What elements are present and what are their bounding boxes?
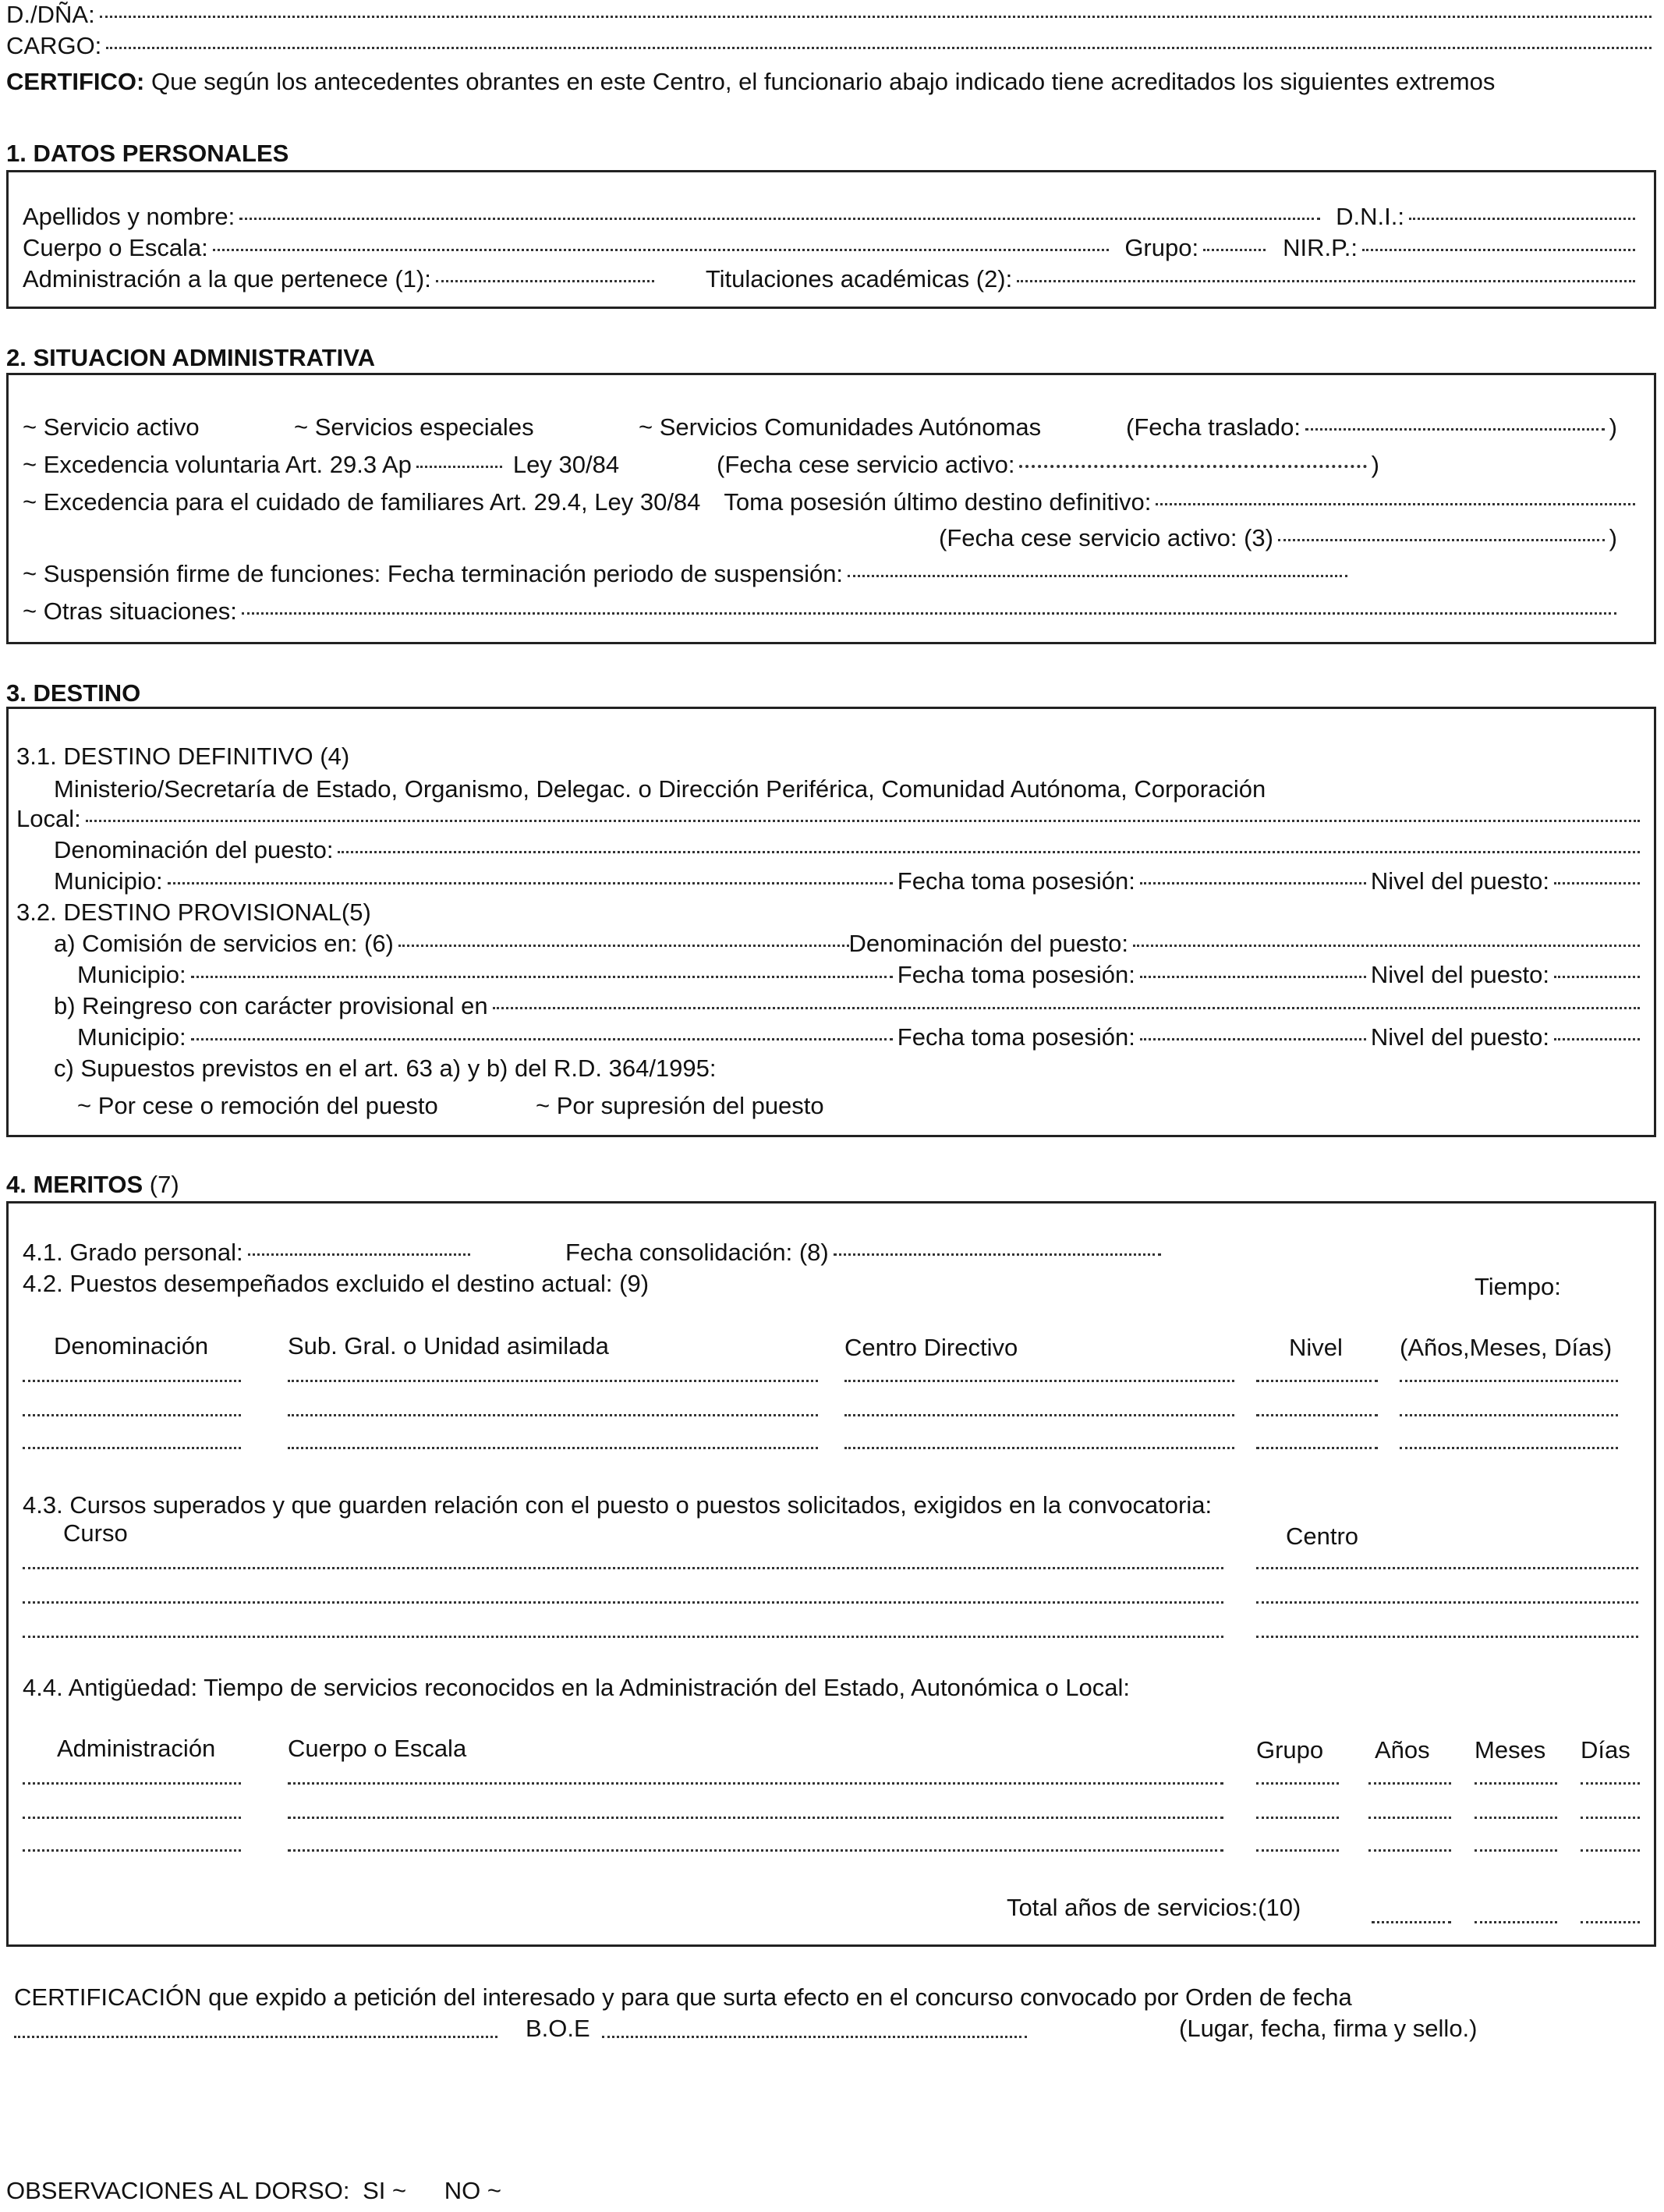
nivel-line[interactable]	[1554, 882, 1640, 884]
suspension-option[interactable]	[23, 559, 1352, 590]
excedencia-voluntaria-option[interactable]	[23, 450, 620, 480]
fecha-cese-3-label: (Fecha cese servicio activo: (3)	[939, 524, 1273, 551]
ministerio-line	[54, 775, 1646, 805]
toma-posesion-label: Toma posesión último destino definitivo:	[724, 488, 1152, 516]
dni-label: D.N.I.:	[1336, 203, 1404, 230]
ministerio-label: Ministerio/Secretaría de Estado, Organismo, Delegac. o Dirección Periférica, Comunidad Autónoma, Corporación	[54, 775, 1266, 803]
nrp-label: NIR.P.:	[1283, 234, 1358, 261]
cell-line[interactable]	[1256, 1782, 1339, 1785]
section-4-title: 4. MERITOS	[6, 1171, 143, 1198]
municipio-line[interactable]	[191, 1038, 893, 1040]
fecha-cese-label: (Fecha cese servicio activo:	[717, 451, 1015, 478]
paren-close: )	[1609, 524, 1617, 551]
section-1-box	[6, 170, 1656, 309]
cell-line[interactable]	[1368, 1817, 1451, 1819]
option-servicio-activo[interactable]: ~ Servicio activo	[23, 413, 200, 441]
fecha-cese-3-line[interactable]	[1278, 539, 1605, 541]
local-line[interactable]	[86, 820, 1640, 822]
fecha-toma-label: Fecha toma posesión:	[897, 961, 1135, 988]
comision-row	[54, 929, 1645, 959]
cell-line[interactable]	[1368, 1782, 1451, 1785]
col-anos: Años	[1375, 1736, 1430, 1764]
fecha-traslado-field[interactable]	[1126, 413, 1617, 443]
nivel-label: Nivel del puesto:	[1370, 867, 1549, 895]
fecha-consolidacion-field[interactable]	[565, 1238, 1166, 1268]
denominacion-b-label: Denominación del puesto:	[848, 930, 1128, 957]
cell-line[interactable]	[288, 1447, 818, 1449]
administracion-line[interactable]	[436, 280, 654, 282]
municipio-label: Municipio:	[77, 1023, 186, 1051]
cell-line[interactable]	[844, 1414, 1234, 1416]
cell-line[interactable]	[288, 1414, 818, 1416]
grado-label: 4.1. Grado personal:	[23, 1239, 243, 1266]
boe-line[interactable]	[602, 2036, 1027, 2038]
cell-line[interactable]	[23, 1849, 241, 1852]
cell-line[interactable]	[1581, 1782, 1640, 1785]
option-servicios-especiales[interactable]: ~ Servicios especiales	[294, 413, 534, 441]
section-1-title: 1. DATOS PERSONALES	[6, 140, 289, 167]
cell-line[interactable]	[1400, 1380, 1618, 1382]
col-centro: Centro	[1286, 1523, 1359, 1550]
boe-label: B.O.E	[526, 2015, 590, 2042]
denominacion-label: Denominación del puesto:	[54, 836, 334, 863]
nivel-line[interactable]	[1554, 1038, 1640, 1040]
cell-line[interactable]	[23, 1601, 1223, 1604]
cell-line[interactable]	[1400, 1447, 1618, 1449]
observaciones-row	[6, 2176, 501, 2207]
cell-line[interactable]	[1475, 1782, 1557, 1785]
cell-line[interactable]	[1256, 1380, 1378, 1382]
municipio-label: Municipio:	[77, 961, 186, 988]
local-field[interactable]	[16, 804, 1645, 835]
fecha-toma-label: Fecha toma posesión:	[897, 867, 1135, 895]
cell-line[interactable]	[23, 1817, 241, 1819]
cell-line[interactable]	[1256, 1567, 1638, 1569]
section-4-note: (7)	[149, 1171, 179, 1198]
cell-line[interactable]	[1256, 1817, 1339, 1819]
cuerpo-line[interactable]	[213, 249, 1110, 251]
grupo-line[interactable]	[1203, 249, 1266, 251]
comision-label: a) Comisión de servicios en: (6)	[54, 930, 394, 957]
cuerpo-row	[23, 233, 1640, 264]
col-meses: Meses	[1475, 1736, 1546, 1764]
situacion-row-6	[23, 597, 1640, 628]
grupo-label: Grupo:	[1124, 234, 1199, 261]
certifico-label: CERTIFICO:	[6, 68, 145, 95]
observaciones-label: OBSERVACIONES AL DORSO:	[6, 2177, 350, 2204]
nrp-line[interactable]	[1362, 249, 1635, 251]
grado-field[interactable]	[23, 1238, 475, 1268]
col-administracion: Administración	[57, 1735, 216, 1762]
destino-definitivo-heading: 3.1. DESTINO DEFINITIVO (4)	[16, 743, 350, 770]
fecha-traslado-line[interactable]	[1305, 428, 1605, 431]
col-cuerpo-escala: Cuerpo o Escala	[288, 1735, 467, 1762]
situacion-row-1	[23, 413, 1640, 444]
otras-situaciones-option[interactable]	[23, 597, 1621, 627]
section-3-title: 3. DESTINO	[6, 679, 141, 707]
titulaciones-line[interactable]	[1017, 280, 1635, 282]
observaciones-no-option[interactable]: NO ~	[444, 2177, 501, 2204]
municipio-line[interactable]	[191, 976, 893, 978]
excedencia-ap-line[interactable]	[416, 466, 502, 468]
cell-line[interactable]	[1256, 1636, 1638, 1638]
option-por-cese[interactable]: ~ Por cese o remoción del puesto	[77, 1092, 438, 1119]
option-por-supresion[interactable]: ~ Por supresión del puesto	[536, 1092, 824, 1119]
cell-line[interactable]	[1475, 1817, 1557, 1819]
cargo-field[interactable]	[6, 31, 1656, 62]
certificacion-text: CERTIFICACIÓN que expido a petición del interesado y para que surta efecto en el concurso convocado por Orden de fecha	[14, 1983, 1352, 2011]
fecha-traslado-label: (Fecha traslado:	[1126, 413, 1301, 441]
grado-line[interactable]	[248, 1253, 470, 1256]
total-anos-label: Total años de servicios:(10)	[1007, 1894, 1301, 1921]
cell-line[interactable]	[1256, 1849, 1339, 1852]
option-servicios-ccaa[interactable]: ~ Servicios Comunidades Autónomas	[639, 413, 1042, 441]
dona-field[interactable]	[6, 0, 1656, 30]
cell-line[interactable]	[1400, 1414, 1618, 1416]
cell-line[interactable]	[23, 1380, 241, 1382]
comision-line[interactable]	[398, 945, 849, 947]
reingreso-field[interactable]	[54, 991, 1645, 1022]
cell-line[interactable]	[23, 1636, 1223, 1638]
cell-line[interactable]	[1256, 1447, 1378, 1449]
section-4-title-wrap	[6, 1170, 179, 1200]
total-meses-line[interactable]	[1475, 1921, 1557, 1923]
nivel-line[interactable]	[1554, 976, 1640, 978]
suspension-label: ~ Suspensión firme de funciones: Fecha terminación periodo de suspensión:	[23, 560, 844, 587]
cell-line[interactable]	[23, 1782, 241, 1785]
paren-close: )	[1371, 451, 1379, 478]
orden-fecha-line[interactable]	[14, 2036, 497, 2038]
suspension-line[interactable]	[848, 575, 1347, 577]
col-grupo: Grupo	[1256, 1736, 1324, 1764]
toma-posesion-line[interactable]	[1156, 503, 1635, 505]
col-curso: Curso	[63, 1519, 128, 1547]
ley-label: Ley 30/84	[512, 451, 620, 478]
cell-line[interactable]	[288, 1849, 1223, 1852]
municipio-row-a	[77, 960, 1645, 991]
nivel-label: Nivel del puesto:	[1370, 961, 1549, 988]
denominacion-field[interactable]	[54, 835, 1645, 866]
destino-provisional-heading: 3.2. DESTINO PROVISIONAL(5)	[16, 899, 371, 926]
fecha-consolidacion-line[interactable]	[834, 1253, 1161, 1256]
local-label: Local:	[16, 805, 81, 832]
section-2-title: 2. SITUACION ADMINISTRATIVA	[6, 344, 376, 371]
situacion-row-2	[23, 450, 1640, 481]
cell-line[interactable]	[288, 1782, 1223, 1785]
puestos-heading: 4.2. Puestos desempeñados excluido el destino actual: (9)	[23, 1270, 650, 1297]
fecha-cese-line[interactable]	[1019, 465, 1366, 468]
cell-line[interactable]	[844, 1380, 1234, 1382]
total-dias-line[interactable]	[1581, 1921, 1640, 1923]
denominacion-line[interactable]	[338, 851, 1640, 853]
section-4-box	[6, 1201, 1656, 1947]
cell-line[interactable]	[23, 1567, 1223, 1569]
fecha-consolidacion-label: Fecha consolidación: (8)	[565, 1239, 829, 1266]
cell-line[interactable]	[288, 1817, 1223, 1819]
cell-line[interactable]	[23, 1414, 241, 1416]
apellidos-row	[23, 202, 1640, 232]
apellidos-line[interactable]	[239, 218, 1320, 220]
fecha-toma-line[interactable]	[1140, 1038, 1366, 1040]
total-anos-line[interactable]	[1372, 1921, 1451, 1923]
cell-line[interactable]	[1256, 1414, 1378, 1416]
apellidos-label: Apellidos y nombre:	[23, 203, 235, 230]
col-nivel: Nivel	[1289, 1334, 1343, 1361]
paren-close: )	[1609, 413, 1617, 441]
dona-label: D./DÑA:	[6, 1, 95, 28]
situacion-row-4	[23, 523, 1640, 555]
fecha-cese-3-field[interactable]	[939, 523, 1617, 554]
fecha-toma-line[interactable]	[1140, 976, 1366, 978]
cursos-heading: 4.3. Cursos superados y que guarden relación con el puesto o puestos solicitados, exigidos en la convocatoria:	[23, 1491, 1213, 1519]
excedencia-familiares-option[interactable]: ~ Excedencia para el cuidado de familiares Art. 29.4, Ley 30/84	[23, 488, 701, 516]
col-centro-directivo: Centro Directivo	[844, 1334, 1018, 1361]
cargo-label: CARGO:	[6, 32, 102, 59]
cell-line[interactable]	[1368, 1849, 1451, 1852]
section-3-box	[6, 707, 1656, 1137]
cell-line[interactable]	[1581, 1849, 1640, 1852]
col-denominacion: Denominación	[54, 1332, 209, 1359]
certifico-text: Que según los antecedentes obrantes en este Centro, el funcionario abajo indicado tiene acreditados los siguientes extremos	[151, 68, 1496, 95]
certificacion-line	[14, 1983, 1656, 2013]
municipio-row-b	[77, 1023, 1645, 1053]
cell-line[interactable]	[844, 1447, 1234, 1449]
lugar-fecha-firma-label: (Lugar, fecha, firma y sello.)	[1179, 2015, 1478, 2042]
col-anos-meses-dias: (Años,Meses, Días)	[1400, 1334, 1613, 1361]
col-dias: Días	[1581, 1736, 1630, 1764]
cell-line[interactable]	[1475, 1849, 1557, 1852]
reingreso-label: b) Reingreso con carácter provisional en	[54, 992, 488, 1019]
cargo-line[interactable]	[106, 47, 1652, 49]
col-subgral: Sub. Gral. o Unidad asimilada	[288, 1332, 609, 1359]
observaciones-si-option[interactable]: SI ~	[363, 2177, 407, 2204]
situacion-row-5	[23, 559, 1640, 590]
tiempo-label: Tiempo:	[1475, 1273, 1561, 1300]
reingreso-line[interactable]	[493, 1007, 1640, 1009]
fecha-toma-line[interactable]	[1140, 882, 1366, 884]
denominacion-b-line[interactable]	[1133, 945, 1640, 947]
otras-situaciones-label: ~ Otras situaciones:	[23, 597, 237, 625]
titulaciones-label: Titulaciones académicas (2):	[705, 265, 1013, 292]
municipio-row-31	[54, 867, 1645, 897]
section-2-box	[6, 373, 1656, 644]
cuerpo-label: Cuerpo o Escala:	[23, 234, 208, 261]
fecha-cese-field[interactable]	[717, 450, 1379, 480]
supuestos-label: c) Supuestos previstos en el art. 63 a) y b) del R.D. 364/1995:	[54, 1055, 717, 1082]
administracion-row	[23, 264, 1640, 295]
certifico-statement	[6, 67, 1495, 97]
dona-line[interactable]	[100, 16, 1652, 18]
administracion-label: Administración a la que pertenece (1):	[23, 265, 431, 292]
municipio-line[interactable]	[168, 882, 893, 884]
situacion-row-3	[23, 487, 1640, 518]
nivel-label: Nivel del puesto:	[1370, 1023, 1549, 1051]
cell-line[interactable]	[23, 1447, 241, 1449]
excedencia-voluntaria-label: ~ Excedencia voluntaria Art. 29.3 Ap	[23, 451, 412, 478]
cell-line[interactable]	[1581, 1817, 1640, 1819]
fecha-toma-label: Fecha toma posesión:	[897, 1023, 1135, 1051]
antiguedad-heading: 4.4. Antigüedad: Tiempo de servicios reconocidos en la Administración del Estado, Autonómica o Local:	[23, 1674, 1130, 1701]
cell-line[interactable]	[1256, 1601, 1638, 1604]
municipio-label: Municipio:	[54, 867, 163, 895]
otras-situaciones-line[interactable]	[242, 612, 1616, 615]
cell-line[interactable]	[288, 1380, 818, 1382]
dni-line[interactable]	[1409, 218, 1635, 220]
